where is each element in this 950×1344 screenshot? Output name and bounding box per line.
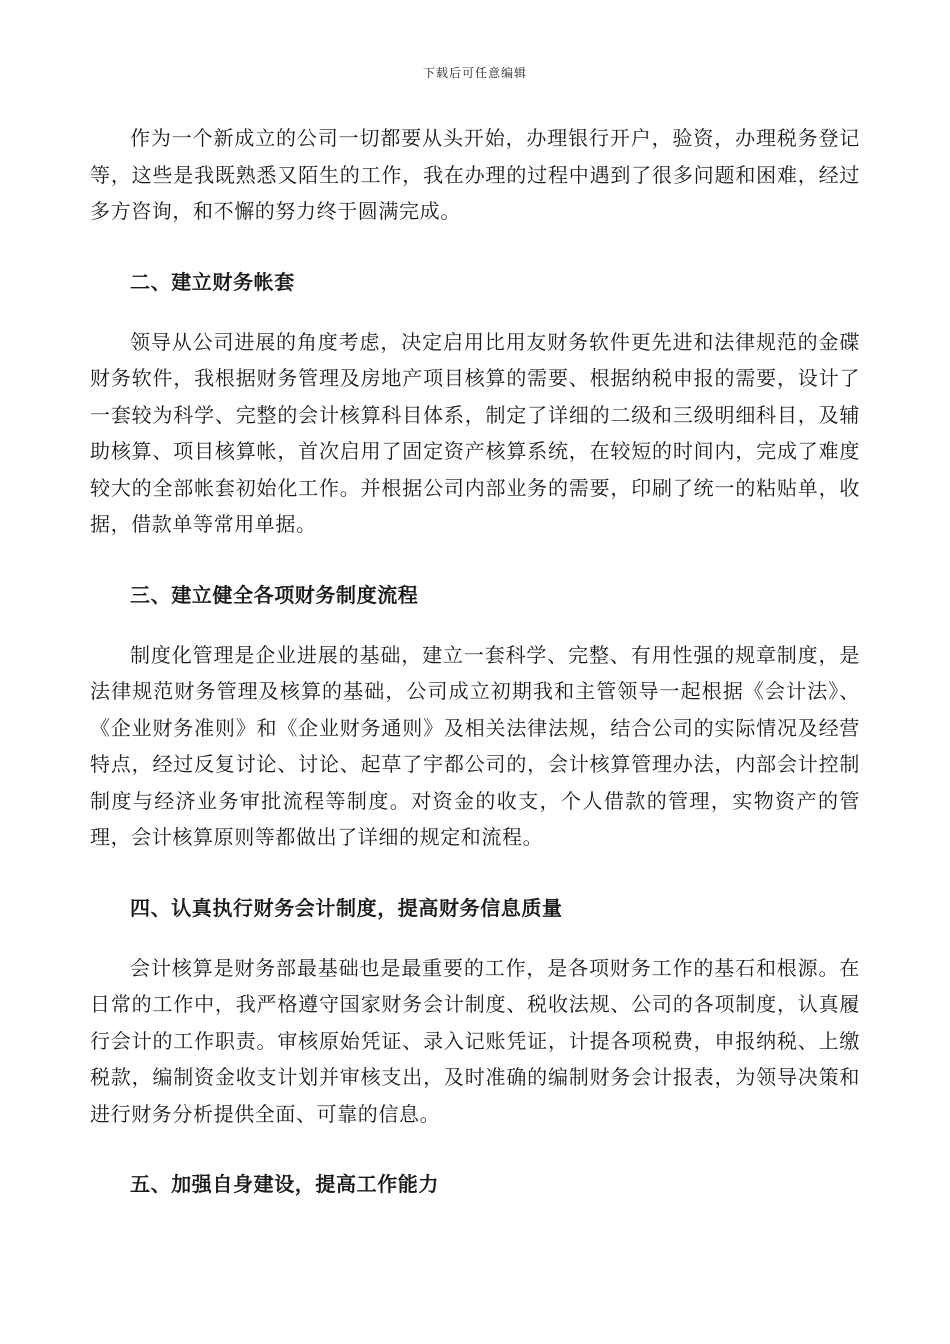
section-heading-2: 二、建立财务帐套 — [130, 269, 295, 294]
paragraph-intro: 作为一个新成立的公司一切都要从头开始，办理银行开户，验资，办理税务登记等，这些是我既熟悉又陌生的工作，我在办理的过程中遇到了很多问题和困难，经过多方咨询，和不懈的努力终于圆满完成。 — [90, 126, 860, 223]
paragraph-accounting-quality: 会计核算是财务部最基础也是最重要的工作，是各项财务工作的基石和根源。在日常的工作中，我严格遵守国家财务会计制度、税收法规、公司的各项制度，认真履行会计的工作职责。审核原始凭证、录入记账凭证，计提各项税费，申报纳税、上缴税款，编制资金收支计划并审核支出，及时准确的编制财务会计报表，为领导决策和进行财务分析提供全面、可靠的信息。 — [90, 955, 860, 1126]
section-heading-5: 五、加强自身建设，提高工作能力 — [130, 1172, 439, 1196]
document-body — [90, 120, 860, 1202]
paragraph-financial-rules: 制度化管理是企业进展的基础，建立一套科学、完整、有用性强的规章制度，是法律规范财务管理及核算的基础，公司成立初期我和主管领导一起根据《会计法》、《企业财务准则》和《企业财务通则》及相关法律法规，结合公司的实际情况及经营特点，经过反复讨论、讨论、起草了宇都公司的，会计核算管理办法，内部会计控制制度与经济业务审批流程等制度。对资金的收支，个人借款的管理，实物资产的管理，会计核算原则等都做出了详细的规定和流程。 — [90, 642, 860, 849]
paragraph-accounting-setup: 领导从公司进展的角度考虑，决定启用比用友财务软件更先进和法律规范的金碟财务软件，我根据财务管理及房地产项目核算的需要、根据纳税申报的需要，设计了一套较为科学、完整的会计核算科目体系，制定了详细的二级和三级明细科目，及辅助核算、项目核算帐，首次启用了固定资产核算系统，在较短的时间内，完成了难度较大的全部帐套初始化工作。并根据公司内部业务的需要，印刷了统一的粘贴单，收据，借款单等常用单据。 — [90, 329, 860, 536]
section-heading-4: 四、认真执行财务会计制度，提高财务信息质量 — [130, 895, 563, 920]
running-header: 下载后可任意编辑 — [422, 66, 527, 80]
section-heading-3: 三、建立健全各项财务制度流程 — [130, 582, 419, 607]
